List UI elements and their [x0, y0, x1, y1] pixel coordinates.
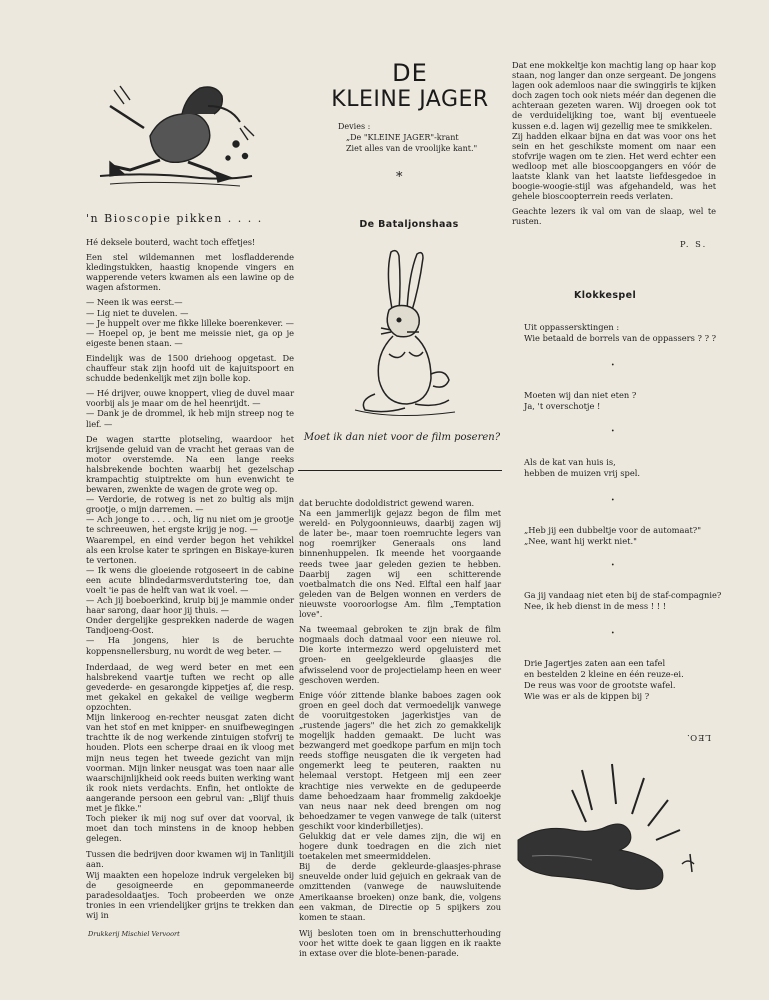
- dialogue-line: — Ik wens die gloeiende rotgoseert in de cabine een acute blindedarmsverdutstering toe, dan voelt 'ie pas de helft van wat ik voel. —: [86, 564, 294, 595]
- dialogue-line: — Hoepel op, je bent me meissie niet, ga op je eigeste benen staan. —: [86, 327, 294, 348]
- dialogue-line: — Hé drijver, ouwe knoppert, vlieg de duvel maar voorbij als je maar om de hel heenrijdt. —: [86, 388, 294, 409]
- klok-line: Als de kat van huis is,: [524, 457, 616, 467]
- hunter-illustration: [90, 66, 260, 194]
- paragraph: Zij hadden elkaar bijna en dat was voor ons het sein en het geschikste moment om naar een stofvrije wagen om te zien. Het werd echter een wedloop met alle bioscoopgangers en vóór de laatste klank van het laatste liefdesgedoe in boogie-woogie-stijl was afgehandeld, was het gehele bioscoopterrein reeds verlaten.: [512, 130, 716, 202]
- klok-line: Ga jij vandaag niet eten bij de staf-compagnie?: [524, 590, 722, 600]
- paragraph: Enige vóór zittende blanke baboes zagen ook groen en geel doch dat vermoedelijk vanwege de vooruitgestoken jagerkistjes van de „rustende jagers" die het zich zo gemakkelijk mogelijk hadden gemaakt. De lucht was bezwangerd met goedkope parfum en mijn toch reeds stoffige neusgaten die ik vergeten had ongemerkt leeg te peuteren, raakten nu helemaal verstopt. Hetgeen mij een zeer krachtige nies verwekte en de gedupeerde dame behoedzaam haar frommelig zakdoekje van neus naar nek deed brengen om nog behoedzamer te vegen vanwege de talk (uiterst geschikt voor kinderbilletjes).: [299, 689, 501, 831]
- rabbit-illustration: [345, 244, 460, 424]
- klok-item: [524, 590, 724, 612]
- paragraph: Wij besloten toen om in brenschutterhouding voor het witte doek te gaan liggen en ik raakte in extase over die blote-benen-parade.: [299, 927, 501, 959]
- klok-item: [524, 322, 724, 344]
- masthead-title-line1: DE: [392, 59, 428, 87]
- klok-item: [524, 457, 724, 479]
- signature-leo: LEO.: [686, 732, 712, 742]
- masthead-title-line2: KLEINE JAGER: [331, 87, 489, 112]
- paragraph: Toch pieker ik mij nog suf over dat voorval, ik moet dan toch minstens in de knoop hebben gelegen.: [86, 813, 294, 844]
- klok-line: Wie betaald de borrels van de oppassers ? ? ?: [524, 333, 717, 343]
- dialogue-line: — Dank je de drommel, ik heb mijn streep nog te lief. —: [86, 408, 294, 429]
- printer-credit: Drukkerij Mischiel Vervoort: [88, 930, 180, 938]
- klok-separator-dot: •: [611, 428, 615, 435]
- dialogue-line: — Ach jonge to . . . . och, lig nu niet om je grootje te schreeuwen, het ergste krijg je nog. —: [86, 514, 294, 535]
- middle-article-body: [299, 498, 501, 958]
- right-column-article: [512, 60, 716, 232]
- dialogue-line: — Je huppelt over me fikke lilleke boerenkever. —: [86, 317, 294, 328]
- klok-item: [524, 658, 724, 702]
- klok-separator-dot: •: [611, 497, 615, 504]
- klok-line: Nee, ik heb dienst in de mess ! ! !: [524, 601, 667, 611]
- section-title-klokkespel: Klokkespel: [574, 290, 637, 301]
- rabbit-caption: Moet ik dan niet voor de film poseren?: [303, 432, 501, 443]
- paragraph: dat beruchte dodoldistrict gewend waren.: [299, 498, 475, 508]
- klok-line: Wie was er als de kippen bij ?: [524, 691, 650, 701]
- left-column-article: [86, 212, 294, 920]
- divider-rule: [298, 470, 502, 471]
- paragraph: Eindelijk was de 1500 driehoog opgetast. De chauffeur stak zijn hoofd uit de kajuitspoort en schudde bedenkelijk met zijn bolle kop.: [86, 352, 294, 384]
- klok-line: en bestelden 2 kleine en één reuze-ei.: [524, 669, 684, 679]
- klok-item: [524, 525, 724, 547]
- dialogue-line: — Ha jongens, hier is de beruchte koppensnellersburg, nu wordt de weg beter. —: [86, 635, 294, 656]
- dialogue-line: — Lig niet te duvelen. —: [86, 307, 189, 318]
- klok-line: hebben de muizen vrij spel.: [524, 468, 641, 478]
- paragraph: Hé deksele bouterd, wacht toch effetjes!: [86, 237, 256, 247]
- paragraph: Na tweemaal gebroken te zijn brak de film nogmaals doch datmaal voor een nieuwe rol. Die korte intermezzo werd opgeluisterd met groen- en geelgekleurde glaasjes die afwisselend voor de projectielamp heen en weer geschoven werden.: [299, 624, 501, 685]
- signoff-initials: P. S.: [680, 239, 708, 249]
- masthead-motto: [338, 121, 508, 154]
- paragraph: Gelukkig dat er vele dames zijn, die wij en hogere dunk toedragen en die zich niet toetakelen met smeermiddelen.: [299, 831, 501, 862]
- paragraph: Een stel wildemannen met losfladderende kledingstukken, haastig knopende vingers en wapperende veters kwamen als een lawine op de wagen afstormen.: [86, 252, 294, 293]
- right-article-body: [512, 60, 716, 227]
- klok-line: Uit oppassersktingen :: [524, 322, 620, 332]
- paragraph: Wij maakten een hopeloze indruk vergeleken bij de gesoigneerde en gepommaneerde paradesoldaatjes. Toch probeerden we onze tronies in een vriendelijker grijns te trekken dan wij in: [86, 869, 294, 920]
- klok-line: Ja, 't overschotje !: [524, 401, 601, 411]
- paragraph: Waarempel, en eind verder begon het vehikkel als een krolse kater te springen en Biskaye-kuren te vertonen.: [86, 534, 294, 565]
- klok-line: Moeten wij dan niet eten ?: [524, 390, 637, 400]
- klok-separator-dot: •: [611, 562, 615, 569]
- motto-label: Devies :: [338, 122, 371, 131]
- dialogue-line: — Ach jij boeboerkind, kruip bij je mammie onder haar sarong, daar hoor jij thuis. —: [86, 595, 294, 616]
- klok-line: „Nee, want hij werkt niet.": [524, 536, 637, 546]
- paragraph: Na een jammerlijk gejazz begon de film met wereld- en Polygoonnieuws, daarbij zagen wij de later be-, maar toen roemruchte legers van nog roemrijker Generaals ons land binnenhuppelen. Ik meende het voorgaande reeds twee jaar geleden gezien te hebben. Daarbij zagen wij een schitterende voetbalmatch die ons Ned. Elftal een half jaar geleden van de Belgen wonnen en verders de nieuwste vooroorlogse Am. film „Temptation love".: [299, 508, 501, 620]
- paragraph: Tussen die bedrijven door kwamen wij in Tanlitjili aan.: [86, 849, 294, 870]
- motto-line1: „De "KLEINE JAGER"-krant: [346, 133, 459, 142]
- paragraph: Onder dergelijke gesprekken naderde de wagen Tandjoeng-Oost.: [86, 615, 294, 636]
- dialogue-line: — Neen ik was eerst.—: [86, 297, 183, 308]
- paragraph: De wagen startte plotseling, waardoor het krijsende geluid van de vracht het geraas van de motor overstemde. Na een lange reeks halsbrekende bochten waarbij het gezelschap krampachtig stuiptrekte om hun evenwicht te bewaren, zwenkte de wagen de grote weg op.: [86, 433, 294, 495]
- klok-line: De reus was voor de grootste wafel.: [524, 680, 676, 690]
- paragraph: Mijn linkeroog en-rechter neusgat zaten dicht van het stof en met knipper- en snuifbewegingen trachtte ik de nog werkende zintuigen stofvrij te houden. Plots een scherpe draai en ik vloog met mijn neus tegen het tweede gezicht van mijn voorman. Mijn linker neusgat was toen naar alle waarschijnlijkheid ook reeds buiten werking want ik rook niets verdachts. Enfin, het ontlokte de aangerande persoon een gebrul van: „Blijf thuis met je fikke.": [86, 712, 295, 813]
- article-title-bioscopie: 'n Bioscopie pikken . . . .: [86, 212, 263, 225]
- klok-line: Drie Jagertjes zaten aan een tafel: [524, 658, 666, 668]
- middle-column-article: [299, 498, 501, 963]
- section-title-bataljonshaas: De Bataljonshaas: [359, 219, 459, 230]
- klok-item: [524, 390, 724, 412]
- left-article-body: [86, 237, 294, 920]
- masthead-title: [310, 60, 510, 113]
- dialogue-line: — Verdorie, de rotweg is net zo bultig als mijn grootje, o mijn darremen. —: [86, 494, 294, 515]
- motto-line2: Ziet alles van de vroolijke kant.": [346, 144, 478, 153]
- klok-line: „Heb jij een dubbeltje voor de automaat?": [524, 525, 702, 535]
- paragraph: Inderdaad, de weg werd beter en met een halsbrekend vaartje tuften we recht op alle gevederde- en gesarongde kippetjes af, die resp. met gekakel en gekakel de veilige wegberm opzochten.: [86, 661, 294, 713]
- paragraph: Bij de derde gekleurde-glaasjes-phrase sneuvelde onder luid gejuich en gekraak van de omzittenden (vanwege de nauwsluitende Amerikaanse broeken) onze bank, die, volgens een vakman, de Directie op 5 spijkers zou komen te staan.: [299, 861, 501, 922]
- klok-separator-dot: •: [611, 630, 615, 637]
- hand-illustration: [512, 760, 717, 910]
- masthead-separator: *: [396, 170, 403, 185]
- klok-separator-dot: •: [611, 362, 615, 369]
- paragraph: Geachte lezers ik val om van de slaap, wel te rusten.: [512, 206, 716, 227]
- paragraph: Dat ene mokkeltje kon machtig lang op haar kop staan, nog langer dan onze sergeant. De jongens lagen ook ademloos naar die swinggirls te kijken doch zagen toch ook niets méér dan degenen die achteraan gezeten waren. Wij droegen ook tot de verduidelijking toe, want bij eventueele kussen e.d. lagen wij gezellig mee te smikkelen.: [512, 60, 716, 131]
